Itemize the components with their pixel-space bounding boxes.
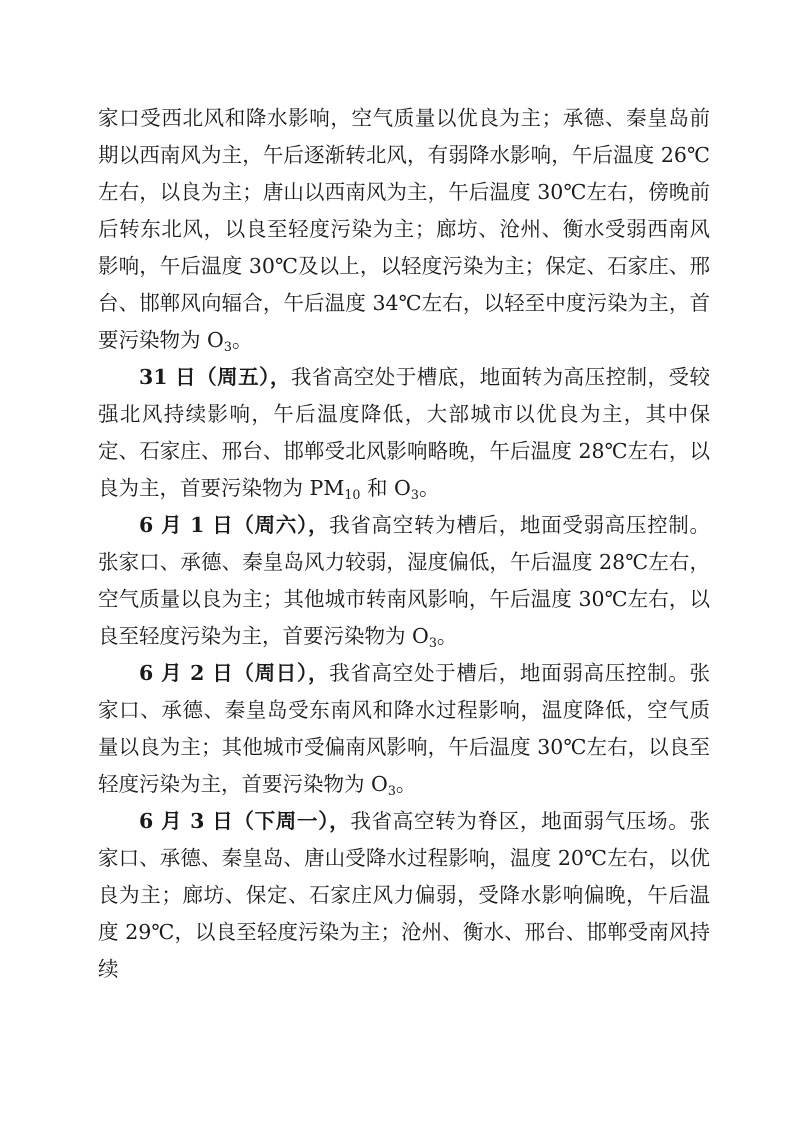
forecast-paragraph	[98, 655, 710, 803]
pollutant-subscript: 3	[428, 634, 437, 650]
pollutant-subscript: 10	[344, 486, 361, 502]
forecast-paragraph	[98, 507, 710, 655]
pollutant-base: O	[412, 624, 429, 648]
pollutant-subscript: 3	[223, 338, 232, 354]
forecast-paragraph-text: 我省高空处于槽底，地面转为高压控制，受较强北风持续影响，午后温度降低，大部城市以优良为主，其中保定、石家庄、邢台、邯郸受北风影响略晚，午后温度 28℃左右，以良为主，首要污染物为	[98, 365, 711, 500]
pollutant-base: PM	[309, 476, 345, 500]
forecast-paragraph	[98, 359, 710, 507]
forecast-paragraph-text: 我省高空转为脊区，地面弱气压场。张家口、承德、秦皇岛、唐山受降水过程影响，温度 20℃左右，以优良为主；廊坊、保定、石家庄风力偏弱，受降水影响偏晚，午后温度 29℃，以良至轻度污染为主；沧州、衡水、邢台、邯郸受南风持续	[98, 809, 710, 981]
forecast-paragraph-text: 我省高空处于槽后，地面弱高压控制。张家口、承德、秦皇岛受东南风和降水过程影响，温度降低，空气质量以良为主；其他城市受偏南风影响，午后温度 30℃左右，以良至轻度污染为主，首要污染物为	[98, 661, 710, 796]
pollutant-name	[207, 328, 232, 352]
pollutant-name	[394, 476, 419, 500]
pollutant-name	[371, 772, 396, 796]
forecast-paragraph-text: 我省高空转为槽后，地面受弱高压控制。张家口、承德、秦皇岛风力较弱，湿度偏低，午后温度 28℃左右，空气质量以良为主；其他城市转南风影响，午后温度 30℃左右，以良至轻度污染为主，首要污染物为	[98, 513, 710, 648]
forecast-day-label: 6 月 2 日（周日），	[139, 661, 330, 685]
pollutant-subscript: 3	[387, 782, 396, 798]
paragraph-end-punctuation: 。	[436, 624, 458, 648]
forecast-day-label: 31 日（周五），	[139, 365, 291, 389]
forecast-day-label: 6 月 3 日（下周一），	[139, 809, 351, 833]
forecast-paragraph	[98, 100, 710, 359]
pollutant-base: O	[394, 476, 411, 500]
paragraph-end-punctuation: 。	[395, 772, 417, 796]
pollutant-name	[412, 624, 437, 648]
pollutant-join: 和	[360, 476, 395, 500]
paragraph-end-punctuation: 。	[231, 328, 253, 352]
forecast-paragraph-text: 家口受西北风和降水影响，空气质量以优良为主；承德、秦皇岛前期以西南风为主，午后逐渐转北风，有弱降水影响，午后温度 26℃左右，以良为主；唐山以西南风为主，午后温度 30℃左右，傍晚前后转东北风，以良至轻度污染为主；廊坊、沧州、衡水受弱西南风影响，午后温度 30℃及以上，以轻度污染为主；保定、石家庄、邢台、邯郸风向辐合，午后温度 34℃左右，以轻至中度污染为主，首要污染物为	[98, 106, 710, 352]
forecast-text-body	[98, 100, 710, 988]
pollutant-name	[310, 476, 361, 500]
pollutant-base: O	[207, 328, 224, 352]
forecast-day-label: 6 月 1 日（周六），	[139, 513, 330, 537]
paragraph-end-punctuation: 。	[418, 476, 440, 500]
forecast-paragraph	[98, 803, 710, 988]
pollutant-subscript: 3	[410, 486, 419, 502]
pollutant-base: O	[371, 772, 388, 796]
